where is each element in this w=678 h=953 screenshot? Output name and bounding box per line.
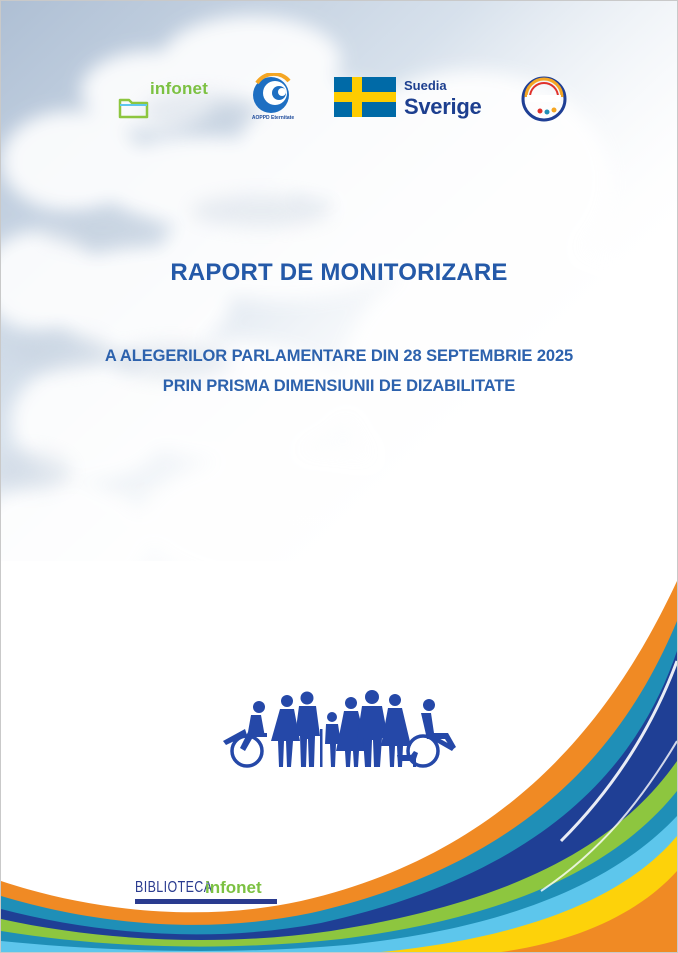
decorative-waves: [1, 1, 677, 952]
footer-brand-underline: [135, 899, 277, 904]
footer-brand-part-1: BIBLIOTECA: [135, 879, 213, 896]
report-subtitle-line-2: PRIN PRISMA DIMENSIUNII DE DIZABILITATE: [162, 377, 516, 395]
people-with-disabilities-icon: [217, 689, 465, 769]
footer-brand-part-2: infonet: [205, 878, 262, 897]
sweden-logo-small-text: Suedia: [404, 78, 447, 93]
aopfd-logo-text: AOPPD Eternitate: [251, 115, 295, 121]
infonet-logo-text: infonet: [150, 79, 209, 98]
report-title: RAPORT DE MONITORIZARE: [170, 259, 508, 286]
report-subtitle-line-1: A ALEGERILOR PARLAMENTARE DIN 28 SEPTEMBRIE 2025: [104, 347, 574, 365]
sweden-logo-big-text: Sverige: [404, 94, 482, 119]
